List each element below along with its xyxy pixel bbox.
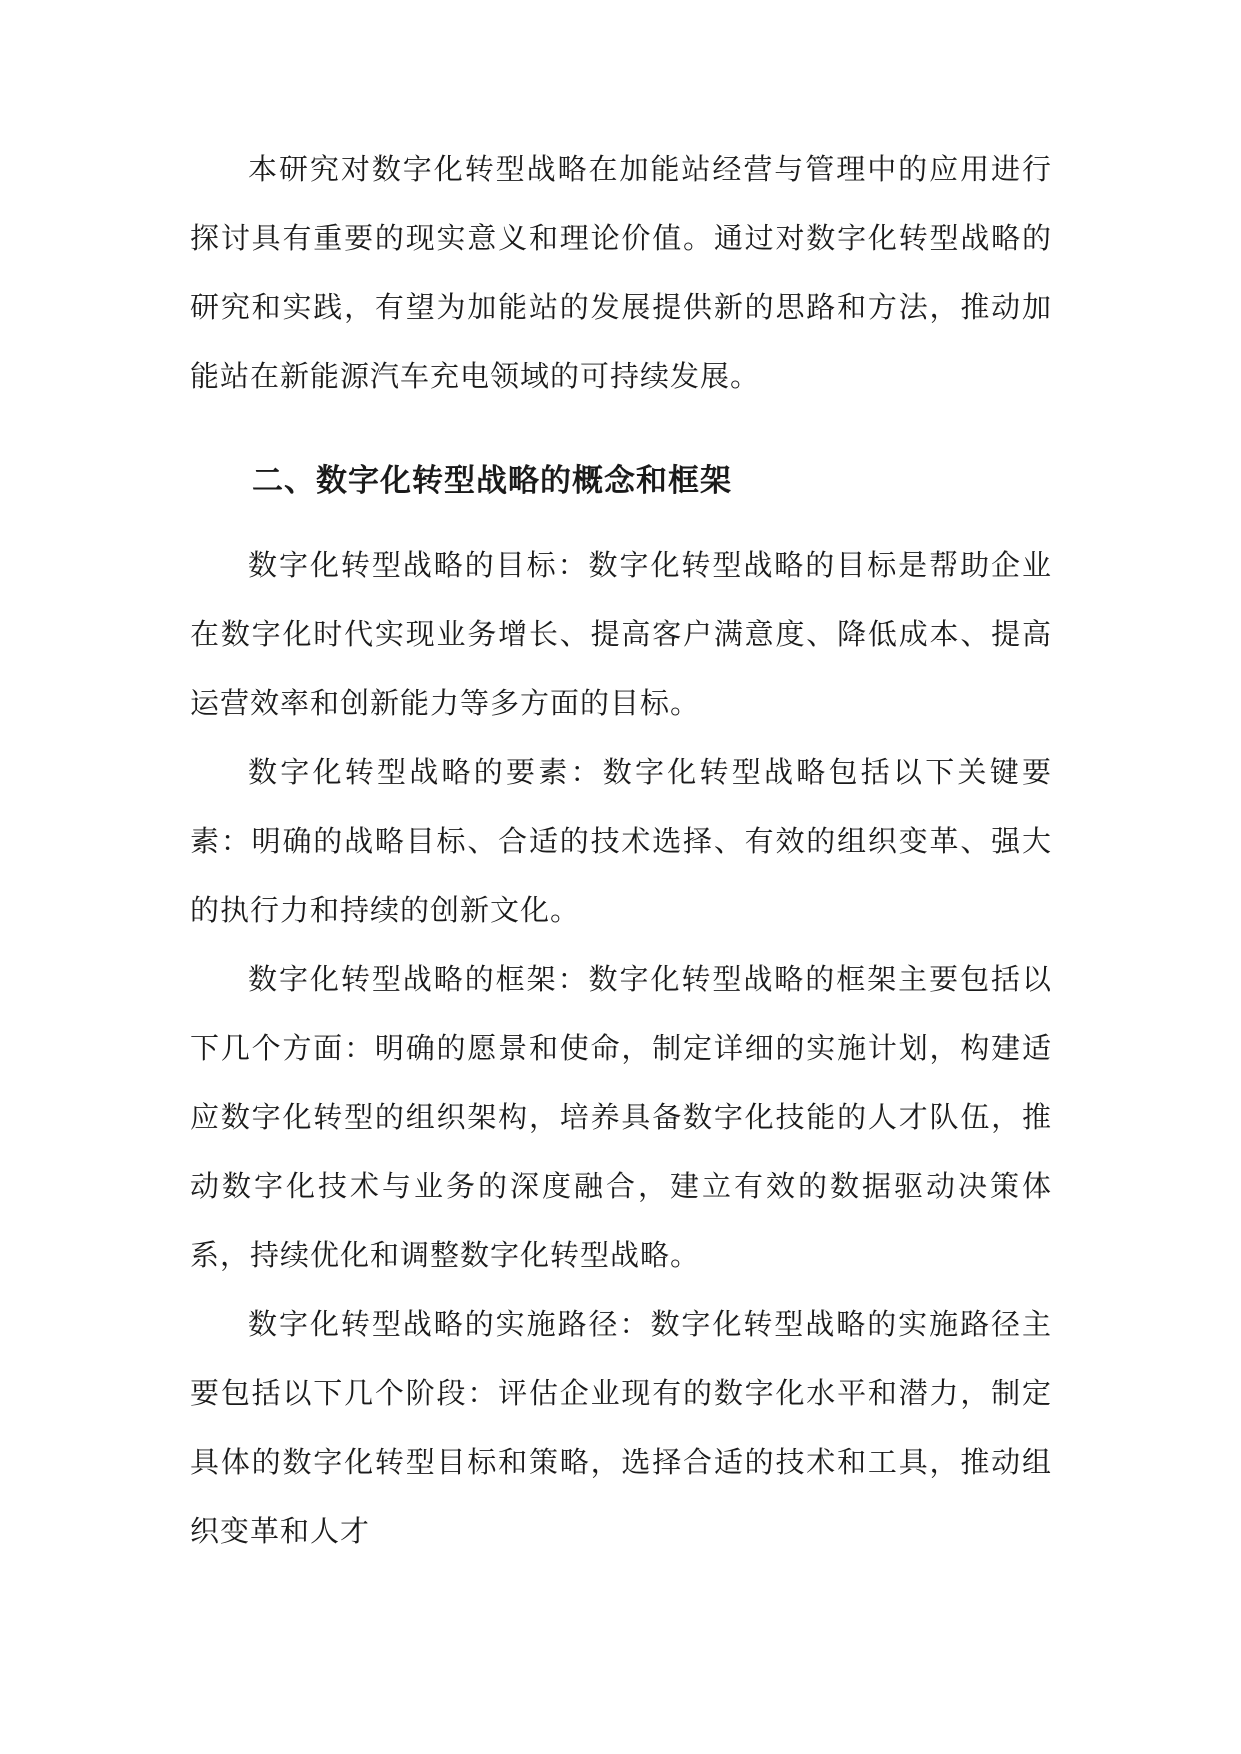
paragraph-implementation-path: 数字化转型战略的实施路径：数字化转型战略的实施路径主要包括以下几个阶段：评估企业现有的数字化水平和潜力，制定具体的数字化转型目标和策略，选择合适的技术和工具，推动组织变革和人才 xyxy=(190,1307,1052,1548)
paragraph-goals: 数字化转型战略的目标：数字化转型战略的目标是帮助企业在数字化时代实现业务增长、提高客户满意度、降低成本、提高运营效率和创新能力等多方面的目标。 xyxy=(190,548,1052,720)
section-heading: 二、数字化转型战略的概念和框架 xyxy=(252,463,732,499)
document-body xyxy=(190,135,1052,1566)
paragraph-elements: 数字化转型战略的要素：数字化转型战略包括以下关键要素：明确的战略目标、合适的技术选择、有效的组织变革、强大的执行力和持续的创新文化。 xyxy=(190,755,1052,927)
paragraph-framework: 数字化转型战略的框架：数字化转型战略的框架主要包括以下几个方面：明确的愿景和使命，制定详细的实施计划，构建适应数字化转型的组织架构，培养具备数字化技能的人才队伍，推动数字化技术与业务的深度融合，建立有效的数据驱动决策体系，持续优化和调整数字化转型战略。 xyxy=(190,962,1052,1272)
intro-paragraph: 本研究对数字化转型战略在加能站经营与管理中的应用进行探讨具有重要的现实意义和理论价值。通过对数字化转型战略的研究和实践，有望为加能站的发展提供新的思路和方法，推动加能站在新能源汽车充电领域的可持续发展。 xyxy=(190,152,1052,393)
